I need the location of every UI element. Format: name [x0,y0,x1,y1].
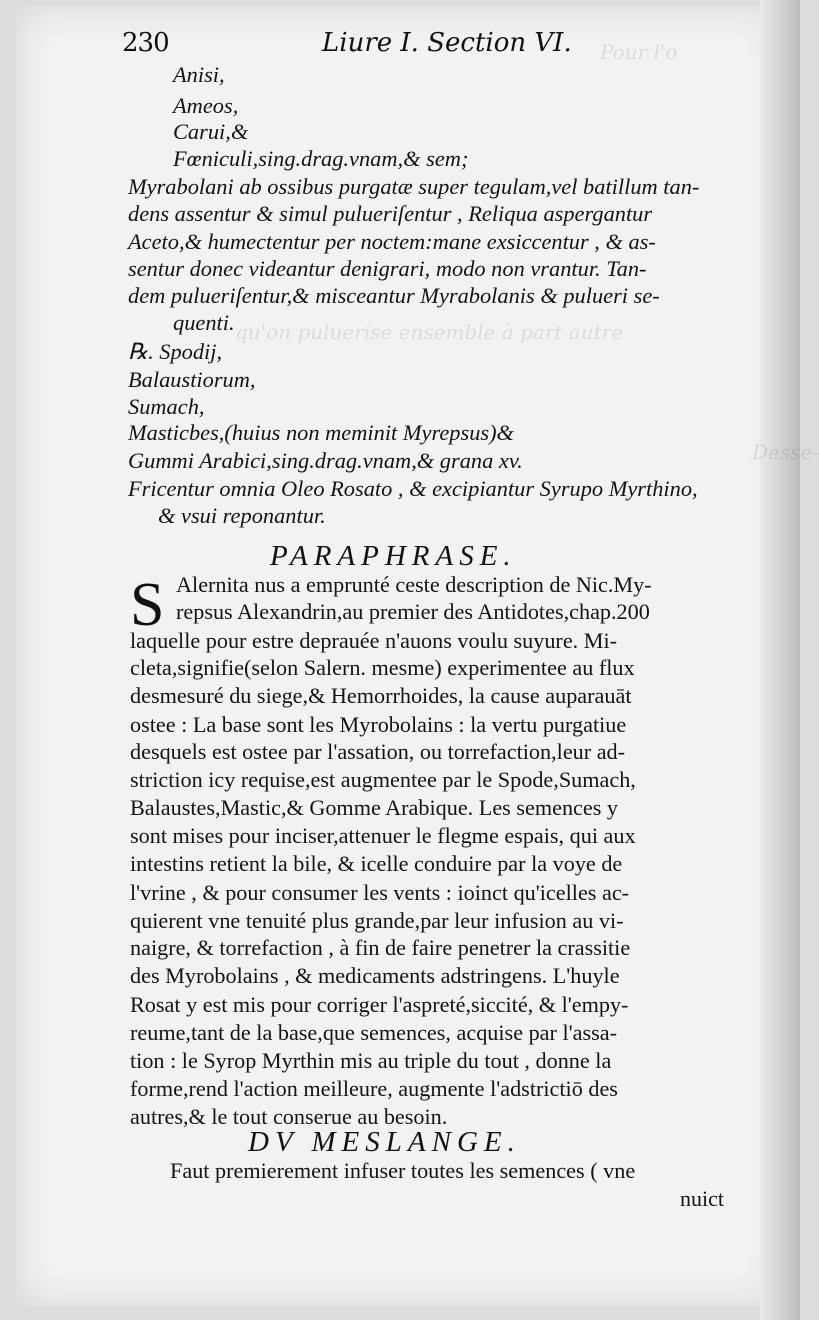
page-edge-shadow [760,0,800,1320]
running-title: Liure I. Section VI. [322,28,572,58]
meslange-first-line: Faut premierement infuser toutes les semences ( vne [170,1158,636,1183]
recipe-line: Gummi Arabici,sing.drag.vnam,& grana xv. [128,448,523,473]
recipe-line: quenti. [173,310,235,335]
recipe-line: ℞. Spodij, [128,339,223,364]
paraphrase-line: naigre, & torrefaction , à fin de faire penetrer la crassitie [130,935,631,960]
paraphrase-line: striction icy requise,est augmentee par le Spode,Sumach, [130,767,636,792]
paraphrase-line: Rosat y est mis pour corriger l'aspreté,siccité, & l'empy- [130,992,629,1017]
recipe-line: dens assentur & simul pulueriſentur , Reliqua aspergantur [128,201,653,226]
paraphrase-line: sont mises pour inciser,attenuer le flegme espais, qui aux [130,823,636,848]
bleed-through: Pour l'o [600,40,678,64]
paraphrase-line: desquels est ostee par l'assation, ou torrefaction,leur ad- [130,739,626,764]
recipe-line: Fœniculi,sing.drag.vnam,& sem; [173,146,469,171]
recipe-line: dem pulueriſentur,& misceantur Myrabolanis & pulueri se- [128,283,660,308]
paraphrase-line: repsus Alexandrin,au premier des Antidotes,chap.200 [176,599,650,624]
paraphrase-line: Balaustes,Mastic,& Gomme Arabique. Les semences y [130,795,619,820]
paraphrase-line: forme,rend l'action meilleure, augmente l'adstrictiō des [130,1076,618,1101]
paraphrase-line: laquelle pour estre deprauée n'auons voulu suyure. Mi- [130,628,618,653]
recipe-line: Myrabolani ab ossibus purgatæ super tegulam,vel batillum tan- [128,174,700,199]
recipe-line: Sumach, [128,394,205,419]
recipe-line: Balaustiorum, [128,367,256,392]
paraphrase-line: cleta,signifie(selon Salern. mesme) experimentee au flux [130,655,635,680]
paraphrase-line: autres,& le tout conserue au besoin. [130,1104,448,1129]
paraphrase-line: l'vrine , & pour consumer les vents : ioinct qu'icelles ac- [130,880,630,905]
recipe-line: Aceto,& humectentur per noctem:mane exsiccentur , & as- [128,229,656,254]
paraphrase-line: desmesuré du siege,& Hemorrhoides, la cause auparauāt [130,683,632,708]
recipe-line: Fricentur omnia Oleo Rosato , & excipiantur Syrupo Myrthino, [128,476,698,501]
paraphrase-heading: PARAPHRASE. [270,540,517,572]
bleed-through: qu'on puluerise ensemble à part autre [235,320,624,344]
recipe-line: Masticbes,(huius non meminit Myrepsus)& [128,420,514,445]
paraphrase-line: des Myrobolains , & medicaments adstringens. L'huyle [130,963,620,988]
paraphrase-line: quierent vne tenuité plus grande,par leur infusion au vi- [130,908,624,933]
recipe-line: Carui,& [173,119,249,144]
running-head [0,22,800,62]
recipe-line: sentur donec videantur denigrari, modo non vrantur. Tan- [128,256,647,281]
paraphrase-line: ostee : La base sont les Myrobolains : la vertu purgatiue [130,712,627,737]
bleed-through: Desse- [752,440,819,464]
meslange-heading: DV MESLANGE. [248,1126,521,1158]
paraphrase-line: reume,tant de la base,que semences, acquise par l'assa- [130,1020,617,1045]
paraphrase-line: intestins retient la bile, & icelle conduire par la voye de [130,851,623,876]
recipe-line: & vsui reponantur. [158,503,326,528]
page-number: 230 [122,28,169,58]
recipe-line: Anisi, [173,62,225,87]
catchword: nuict [680,1186,724,1211]
paraphrase-line: tion : le Syrop Myrthin mis au triple du tout , donne la [130,1048,612,1073]
drop-cap: S [130,571,165,639]
recipe-line: Ameos, [173,93,239,118]
paraphrase-line: Alernita nus a emprunté ceste description de Nic.My- [176,572,652,597]
